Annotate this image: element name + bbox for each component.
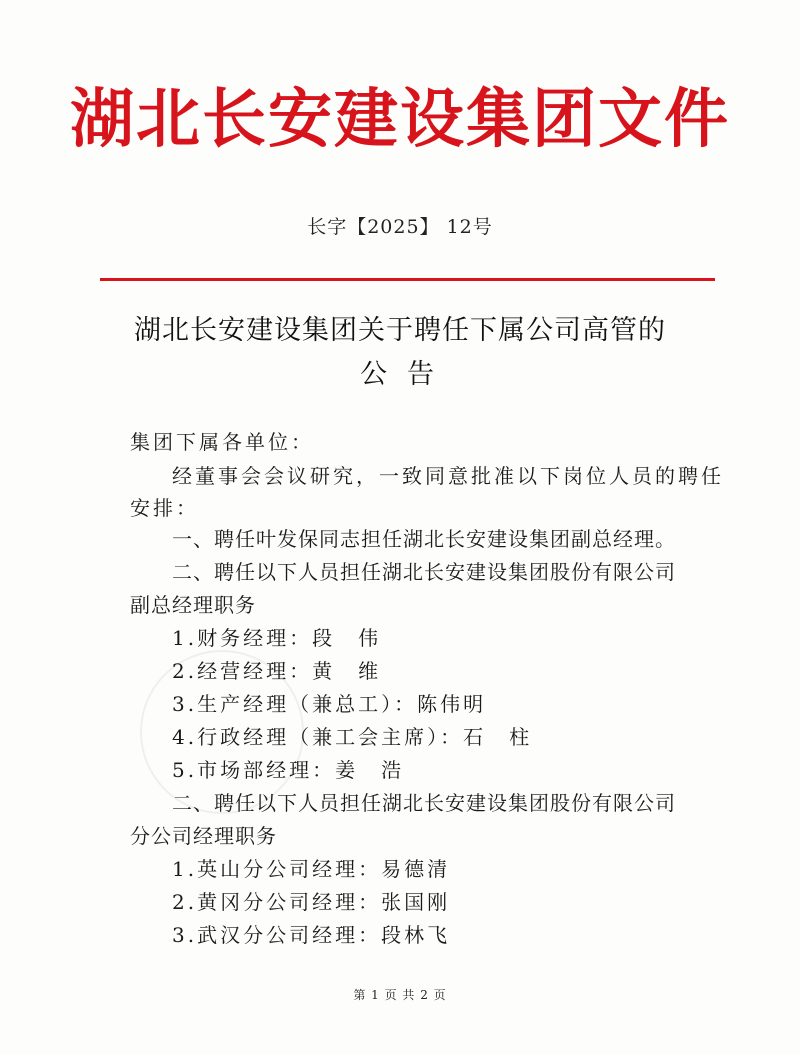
list-item: 5.市场部经理：姜 浩 bbox=[172, 758, 405, 782]
salutation: 集团下属各单位： bbox=[130, 430, 314, 454]
section-3-heading-line-2: 分公司经理职务 bbox=[130, 824, 277, 848]
intro-paragraph-line-2: 安排： bbox=[130, 496, 199, 520]
list-item: 1.财务经理：段 伟 bbox=[172, 626, 382, 650]
page-footer: 第 1 页 共 2 页 bbox=[353, 988, 447, 1002]
section-2-heading-line-1: 二、聘任以下人员担任湖北长安建设集团股份有限公司 bbox=[172, 560, 676, 584]
section-2-heading-line-2: 副总经理职务 bbox=[130, 593, 256, 617]
document-number: 长字【2025】 12号 bbox=[307, 216, 493, 238]
red-divider bbox=[100, 278, 715, 281]
list-item: 1.英山分公司经理：易德清 bbox=[172, 857, 451, 881]
announcement-title-suffix: 公告 bbox=[360, 359, 454, 390]
list-item: 3.武汉分公司经理：段林飞 bbox=[172, 923, 451, 947]
list-item: 2.经营经理：黄 维 bbox=[172, 659, 382, 683]
announcement-title: 湖北长安建设集团关于聘任下属公司高管的 bbox=[134, 315, 666, 346]
section-1: 一、聘任叶发保同志担任湖北长安建设集团副总经理。 bbox=[172, 527, 676, 551]
list-item: 2.黄冈分公司经理：张国刚 bbox=[172, 890, 451, 914]
intro-paragraph-line-1: 经董事会会议研究，一致同意批准以下岗位人员的聘任 bbox=[172, 464, 724, 488]
document-header-title: 湖北长安建设集团文件 bbox=[70, 83, 730, 157]
list-item: 3.生产经理（兼总工）：陈伟明 bbox=[172, 692, 487, 716]
list-item: 4.行政经理（兼工会主席）：石 柱 bbox=[172, 725, 533, 749]
section-3-heading-line-1: 二、聘任以下人员担任湖北长安建设集团股份有限公司 bbox=[172, 791, 676, 815]
